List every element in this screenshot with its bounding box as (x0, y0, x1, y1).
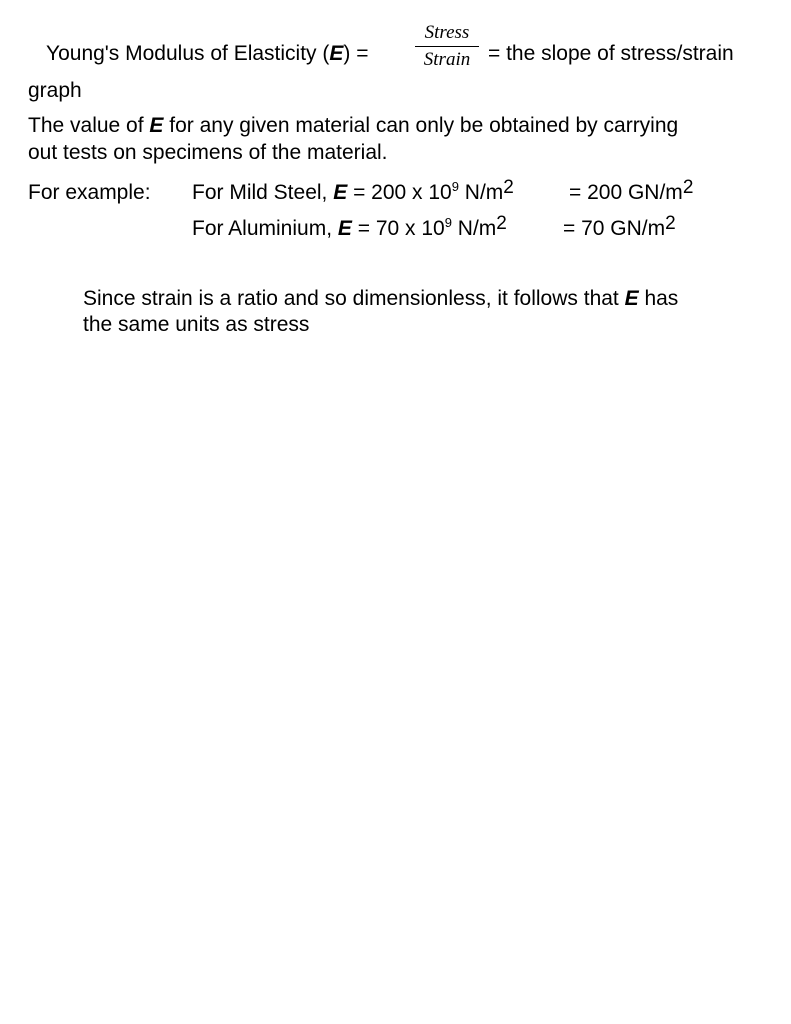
note-line-1 (83, 286, 678, 312)
example-material: For Aluminium, (192, 217, 338, 240)
example-value: = 70 x 10 (351, 217, 445, 240)
example-unit-exponent: 2 (503, 177, 514, 198)
modulus-symbol: E (624, 287, 639, 310)
example-material: For Mild Steel, (192, 181, 334, 204)
fraction-bar (415, 46, 479, 47)
example-unit-exponent: 2 (496, 213, 507, 234)
value-pre: The value of (28, 114, 150, 137)
example-equivalent-exponent: 2 (682, 177, 694, 198)
modulus-symbol: E (337, 217, 352, 240)
example-equivalent (569, 177, 694, 207)
example-row (192, 177, 514, 208)
modulus-symbol: E (329, 42, 344, 65)
example-equivalent-value: = 200 GN/m (569, 181, 683, 204)
definition-lead: Young's Modulus of Elasticity ( (46, 42, 330, 65)
definition-wrap: graph (28, 79, 82, 102)
fraction-numerator: Stress (424, 22, 470, 43)
value-post: for any given material can only be obtained by carrying (163, 114, 679, 137)
example-equivalent (563, 213, 676, 243)
example-value: = 200 x 10 (347, 181, 452, 204)
definition-tail: = the slope of stress/strain (488, 42, 734, 65)
definition-close: ) = (343, 42, 369, 65)
example-lead: For example: (28, 181, 151, 204)
note-post: has (638, 287, 679, 310)
value-line-1 (28, 113, 678, 139)
example-equivalent-value: = 70 GN/m (563, 217, 666, 240)
modulus-symbol: E (333, 181, 348, 204)
note-pre: Since strain is a ratio and so dimensionless, it follows that (83, 287, 625, 310)
fraction-denominator: Strain (423, 49, 471, 70)
note-line-2: the same units as stress (83, 313, 310, 336)
example-unit: N/m (458, 181, 504, 204)
example-exponent: 9 (444, 215, 452, 230)
stress-strain-fraction (413, 22, 481, 71)
example-exponent: 9 (451, 179, 459, 194)
value-line-2: out tests on specimens of the material. (28, 141, 388, 164)
example-unit: N/m (451, 217, 497, 240)
definition-line (46, 41, 369, 67)
example-equivalent-exponent: 2 (665, 213, 676, 234)
example-row (192, 213, 507, 244)
modulus-symbol: E (149, 114, 164, 137)
